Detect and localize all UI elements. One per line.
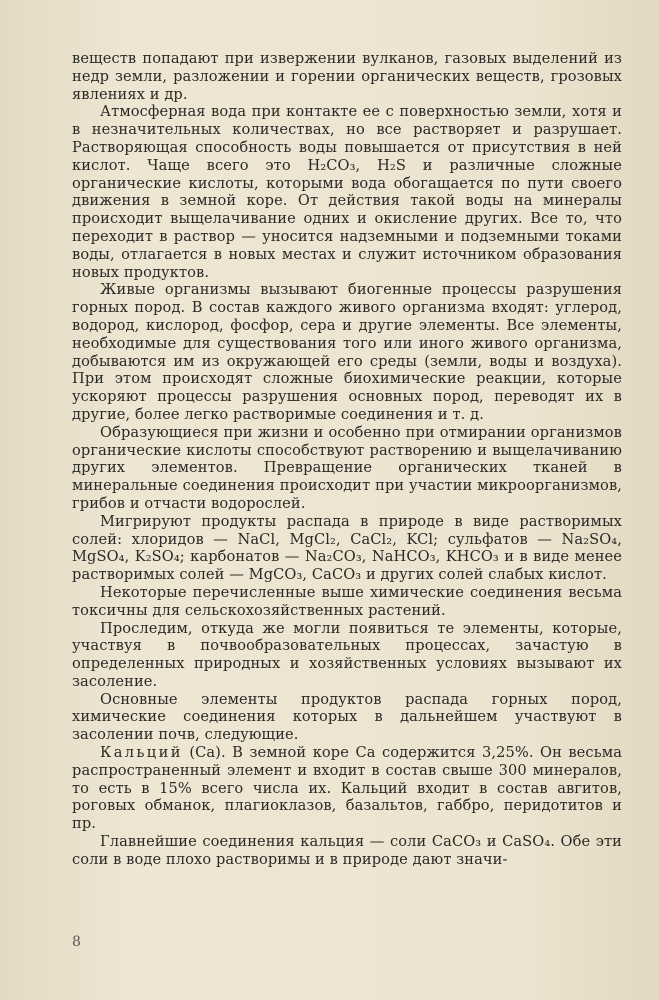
paragraph-2: Атмосферная вода при контакте ее с поверхностью земли, хотя и в незначительных количествах, но все растворяет и разрушает. Растворяющая способность воды повышается от присутствия в ней кислот. Чаще всего это H₂CO₃, H₂S и различные сложные органические кислоты, которыми вода обогащается по пути своего движения в земной коре. От действия такой воды на минералы происходит выщелачивание одних и окисление других. Все то, что переходит в раствор — уносится надземными и подземными токами воды, отлагается в новых местах и служит источником образования новых продуктов. (72, 103, 622, 281)
body-text (72, 50, 622, 869)
calcium-text: (Ca). В земной коре Ca содержится 3,25%. Он весьма распространенный элемент и входит в состав свыше 300 минералов, то есть в 15% всего числа их. Кальций входит в состав авгитов, роговых обманок, плагиоклазов, базальтов, габбро, перидотитов и пр. (72, 744, 622, 833)
calcium-term: Кальций (100, 744, 183, 762)
paragraph-1: веществ попадают при извержении вулканов, газовых выделений из недр земли, разложении и горении органических веществ, грозовых явлениях и др. (72, 50, 622, 103)
paragraph-8: Основные элементы продуктов распада горных пород, химические соединения которых в дальнейшем участвуют в засолении почв, следующие. (72, 690, 622, 744)
paragraph-6: Некоторые перечисленные выше химические соединения весьма токсичны для сельскохозяйственных растений. (72, 583, 622, 619)
paragraph-5: Мигрируют продукты распада в природе в виде растворимых солей: хлоридов — NaCl, MgCl₂, CaCl₂, KCl; сульфатов — Na₂SO₄, MgSO₄, K₂SO₄; карбонатов — Na₂CO₃, NaHCO₃, KHCO₃ и в виде менее растворимых солей — MgCO₃, CaCO₃ и других солей слабых кислот. (72, 512, 622, 584)
paragraph-3: Живые организмы вызывают биогенные процессы разрушения горных пород. В состав каждого живого организма входят: углерод, водород, кислород, фосфор, сера и другие элементы. Все элементы, необходимые для существования того или иного живого организма, добываются им из окружающей его среды (земли, воды и воздуха). При этом происходят сложные биохимические реакции, которые ускоряют процессы разрушения основных пород, переводят их в другие, более легко растворимые соединения и т. д. (72, 281, 622, 423)
paragraph-4: Образующиеся при жизни и особенно при отмирании организмов органические кислоты способствуют растворению и выщелачиванию других элементов. Превращение органических тканей в минеральные соединения происходит при участии микроорганизмов, грибов и отчасти водорослей. (72, 423, 622, 512)
paragraph-7: Проследим, откуда же могли появиться те элементы, которые, участвуя в почвообразовательных процессах, зачастую в определенных природных и хозяйственных условиях вызывают их засоление. (72, 619, 622, 690)
paragraph-calcium (72, 744, 622, 833)
paragraph-last: Главнейшие соединения кальция — соли CaCO₃ и CaSO₄. Обе эти соли в воде плохо растворимы и в природе дают значи- (72, 833, 622, 868)
page-number: 8 (72, 934, 81, 950)
